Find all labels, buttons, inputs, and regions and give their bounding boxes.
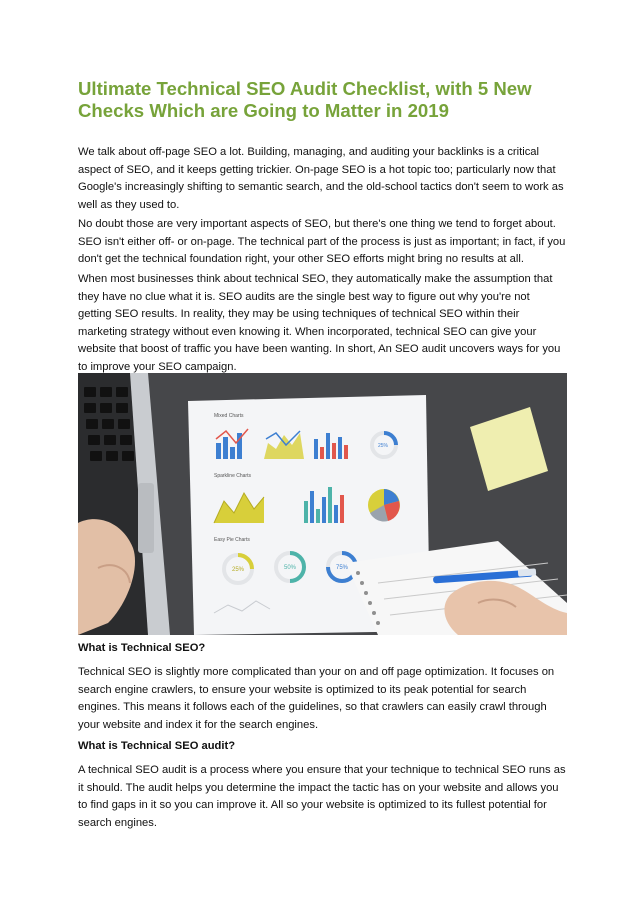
section-body-technical-seo-audit: A technical SEO audit is a process where you ensure that your technique to technical SEO runs as it should. The audit helps you determine the impact the tactic has on your website and allows you to find gaps in it so you can improve it. All so your website is optimized to its fullest potential for search engines. xyxy=(78,764,566,829)
section-body-technical-seo: Technical SEO is slightly more complicated than your on and off page optimization. It focuses on search engine crawlers, to ensure your website is optimized to its peak potential for search engines. This means it follows each of the guidelines, so that crawlers can easily crawl through your website and index it for the search engines. xyxy=(78,666,555,731)
mixed-charts-label: Mixed Charts xyxy=(214,413,244,419)
gauge-label-top: 25% xyxy=(378,443,389,449)
intro-paragraph-1: We talk about off-page SEO a lot. Building, managing, and auditing your backlinks is a critical aspect of SEO, and it keeps getting trickier. On-page SEO is a hot topic too; particularly now that Google's increasingly shifting to semantic search, and the old-school tactics don't seem to work as well as they used to. xyxy=(78,146,564,211)
seo-charts-photo xyxy=(78,373,567,635)
document-title: Ultimate Technical SEO Audit Checklist, with 5 New Checks Which are Going to Matter in 2019 xyxy=(78,78,532,121)
section-heading-technical-seo-audit: What is Technical SEO audit? xyxy=(78,740,236,752)
intro-paragraph-3: When most businesses think about technical SEO, they automatically make the assumption that they have no clue what it is. SEO audits are the single best way to figure out why you're not getting SEO results. In reality, they may be using techniques of technical SEO within their marketing strategy without even knowing it. When incorporated, technical SEO can give your website that boost of traffic you have been wanting. In short, An SEO audit uncovers ways for you to improve your SEO campaign. xyxy=(78,273,561,373)
gauge-label-1: 25% xyxy=(232,567,245,573)
easy-pie-charts-label: Easy Pie Charts xyxy=(214,537,250,543)
gauge-label-3: 75% xyxy=(336,565,349,571)
intro-paragraph-2: No doubt those are very important aspects of SEO, but there's one thing we tend to forget about. SEO isn't either off- or on-page. The technical part of the process is just as important; in fact, if you don't get the technical foundation right, your other SEO efforts might bring no results at all. xyxy=(78,218,566,265)
gauge-label-2: 50% xyxy=(284,565,297,571)
sparkline-charts-label: Sparkline Charts xyxy=(214,473,251,479)
section-heading-technical-seo: What is Technical SEO? xyxy=(78,642,206,654)
